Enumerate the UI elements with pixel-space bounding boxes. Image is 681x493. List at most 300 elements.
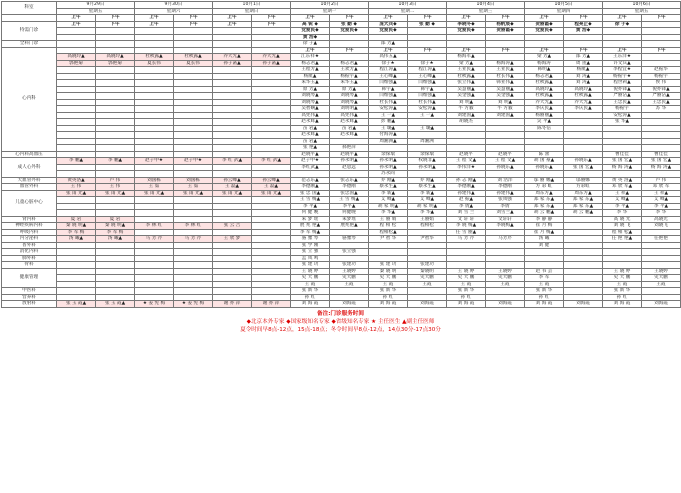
doctor-cell: 高晓玲▲ bbox=[525, 86, 564, 93]
doctor-cell: 李 平▲ bbox=[642, 203, 681, 210]
am-label: 上午 bbox=[57, 15, 96, 22]
doctor-cell: 牛 方毅 bbox=[447, 106, 486, 113]
doctor-cell: 杨振宇 bbox=[603, 106, 642, 113]
doctor-cell: 倪亦锋▲ bbox=[603, 86, 642, 93]
doctor-cell: 张凤强 bbox=[486, 197, 525, 204]
doctor-cell: 邬 丽 娜▲ bbox=[525, 177, 564, 184]
doctor-cell: 闫维强▲ bbox=[408, 93, 447, 100]
doctor-cell: 孙建伟▲ bbox=[486, 190, 525, 197]
doctor-cell: 下午 bbox=[642, 47, 681, 54]
doctor-cell: 文 轩 轩 bbox=[447, 216, 486, 223]
doctor-cell: 张 雨 光▲ bbox=[174, 190, 213, 197]
doctor-cell: 付海涛▲ bbox=[369, 132, 408, 139]
doctor-cell: 王霞 bbox=[408, 281, 447, 288]
doctor-cell: 任 雪 丽▲ bbox=[447, 229, 486, 236]
doctor-cell: 王 祥▲ bbox=[603, 190, 642, 197]
doctor-cell: 杨帆宸◆ bbox=[486, 21, 525, 28]
doctor-cell: 骆雅琴 bbox=[330, 236, 369, 243]
date-cell: 9月29日 bbox=[57, 2, 135, 9]
pm-label: 下午 bbox=[642, 15, 681, 22]
doctor-cell: 郑 家 东▲ bbox=[525, 203, 564, 210]
doctor-cell: 刘晓飞 bbox=[642, 223, 681, 230]
doctor-cell: 高宪伟▲ bbox=[291, 112, 330, 119]
department-label: 呼吸内科 bbox=[2, 229, 57, 236]
doctor-cell: 刘 海 霞 bbox=[291, 301, 330, 308]
doctor-cell: 郑 家 东▲ bbox=[564, 203, 603, 210]
doctor-cell: 贺丽霞◆ bbox=[486, 28, 525, 35]
doctor-cell: 赵振华 bbox=[642, 67, 681, 74]
doctor-cell: 史 大 鹏 bbox=[369, 275, 408, 282]
doctor-cell: 刘海霞 bbox=[486, 301, 525, 308]
doctor-cell: 孙晓东▲ bbox=[486, 164, 525, 171]
doctor-cell: 何 健 晚 bbox=[291, 210, 330, 217]
doctor-cell: 王霞 bbox=[642, 281, 681, 288]
doctor-cell: 徐子★ bbox=[408, 60, 447, 67]
doctor-cell: 邓 欣 军 bbox=[642, 184, 681, 191]
doctor-cell: 邵 芳▲ bbox=[564, 54, 603, 61]
doctor-cell: 朱华玉▲ bbox=[291, 80, 330, 87]
doctor-cell: 孙永明▲ bbox=[369, 164, 408, 171]
doctor-cell: 王 伟 bbox=[96, 184, 135, 191]
doctor-cell: 王 一▲ bbox=[369, 112, 408, 119]
doctor-cell: 王 雪 梅▲ bbox=[291, 197, 330, 204]
date-cell: 10月4日 bbox=[447, 2, 525, 9]
doctor-cell: 夏 岩 bbox=[57, 216, 96, 223]
doctor-cell: 邬丽娜 bbox=[564, 177, 603, 184]
doctor-cell: 马 芳 芹 bbox=[174, 236, 213, 243]
doctor-cell: 周东方▲ bbox=[564, 190, 603, 197]
doctor-cell: ★ 姜 宪 梅 bbox=[174, 301, 213, 308]
doctor-cell: 刘雪兰▲ bbox=[486, 210, 525, 217]
doctor-cell: 王 欣 梦 bbox=[213, 236, 252, 243]
doctor-cell: 黄 浩◆ bbox=[291, 34, 330, 41]
doctor-cell: 高晓光 bbox=[642, 216, 681, 223]
doctor-cell: 吴智娴▲ bbox=[291, 106, 330, 113]
doctor-cell: 韩宇▲ bbox=[369, 86, 408, 93]
doctor-cell: 周 莲▲ bbox=[564, 60, 603, 67]
doctor-cell: 胡 国 豪▲ bbox=[525, 158, 564, 165]
doctor-cell: 刘建国▲ bbox=[447, 112, 486, 119]
doctor-cell: 王晓婷 bbox=[642, 268, 681, 275]
doctor-cell: 曹佳佳 bbox=[603, 151, 642, 158]
doctor-cell: 张建功 bbox=[408, 262, 447, 269]
doctor-cell: 程江涛▲ bbox=[408, 67, 447, 74]
doctor-cell: 王霞 bbox=[330, 281, 369, 288]
doctor-cell: 张建功 bbox=[330, 262, 369, 269]
doctor-cell: 王 一▲ bbox=[408, 112, 447, 119]
doctor-cell: 吴慧丽▲ bbox=[486, 86, 525, 93]
doctor-cell: 韩宇▲ bbox=[408, 86, 447, 93]
doctor-cell: 李 新▲ bbox=[369, 190, 408, 197]
doctor-cell: 刘 海 霞 bbox=[525, 301, 564, 308]
department-label: 全科门诊 bbox=[2, 41, 57, 48]
doctor-cell: 郭艳菊 bbox=[96, 60, 135, 67]
doctor-cell: 赵子中★ bbox=[174, 158, 213, 165]
doctor-cell: 许文宾▲ bbox=[603, 60, 642, 67]
doctor-cell: 汤 曦▲ bbox=[57, 236, 96, 243]
doctor-cell: 刘国栋 bbox=[135, 177, 174, 184]
doctor-cell: 李 新▲ bbox=[408, 190, 447, 197]
doctor-cell: 安松涛▲ bbox=[603, 112, 642, 119]
footer-line-1: 备注:门诊服务时间 bbox=[317, 310, 364, 317]
doctor-cell: 吴 平▲ bbox=[525, 119, 564, 126]
department-label: 血管外科 bbox=[2, 184, 57, 191]
doctor-cell: 高晓玲▲ bbox=[57, 54, 96, 61]
doctor-cell: 张立伟▲ bbox=[447, 80, 486, 87]
doctor-cell: 闫维强▲ bbox=[369, 80, 408, 87]
doctor-cell: 史大鹏 bbox=[408, 275, 447, 282]
doctor-cell: 张 玉 霞▲ bbox=[96, 301, 135, 308]
doctor-cell: 李 静 静 bbox=[525, 216, 564, 223]
doctor-cell: 江东祥★ bbox=[291, 54, 330, 61]
department-label: 健康管理 bbox=[2, 268, 57, 288]
doctor-cell: 下午 bbox=[174, 21, 213, 28]
doctor-cell: 崔 月 梅▲ bbox=[525, 229, 564, 236]
doctor-cell: 杜长伟▲ bbox=[369, 99, 408, 106]
doctor-cell: 贺丽霞◆ bbox=[525, 21, 564, 28]
doctor-cell: 文轩轩 bbox=[486, 216, 525, 223]
doctor-cell: 王晓婷 bbox=[330, 268, 369, 275]
doctor-cell: 李德刚▲ bbox=[291, 184, 330, 191]
doctor-cell: 李晓梅▲ bbox=[486, 223, 525, 230]
doctor-cell: 黄 浩◆ bbox=[564, 28, 603, 35]
am-label: 上午 bbox=[447, 15, 486, 22]
doctor-cell: 张 雨 光▲ bbox=[57, 190, 96, 197]
doctor-cell: 下午 bbox=[408, 47, 447, 54]
doctor-cell: 徐 子▲ bbox=[291, 41, 330, 48]
doctor-cell: 张 建 功 bbox=[369, 262, 408, 269]
doctor-cell: 张 新 华 bbox=[369, 288, 408, 295]
doctor-cell: 吴慧丽▲ bbox=[447, 86, 486, 93]
department-label: 特需门诊 bbox=[2, 21, 57, 41]
doctor-cell: 艾 峰▲ bbox=[369, 197, 408, 204]
doctor-cell: 刘 明▲ bbox=[486, 99, 525, 106]
doctor-cell: 卢 伟 bbox=[96, 177, 135, 184]
doctor-cell: 高 锐 ◆ bbox=[291, 21, 330, 28]
doctor-cell: 原 芳▲ bbox=[330, 86, 369, 93]
doctor-cell: 谢 亦 萍 bbox=[213, 301, 252, 308]
doctor-cell: 邓 欣 军▲ bbox=[603, 184, 642, 191]
department-label: 肾内科 bbox=[2, 216, 57, 223]
department-label: 普外科 bbox=[2, 242, 57, 249]
doctor-cell: 孙 红 bbox=[291, 294, 330, 301]
doctor-cell: 王 磊▲ bbox=[213, 184, 252, 191]
doctor-cell: 王 丽 娟 bbox=[369, 216, 408, 223]
doctor-cell: 下午 bbox=[330, 47, 369, 54]
doctor-cell: 张 玉 霞▲ bbox=[57, 301, 96, 308]
doctor-cell: 牛 方毅 bbox=[486, 106, 525, 113]
doctor-cell: 赵子中★ bbox=[291, 158, 330, 165]
doctor-cell: 张 艳▲ bbox=[291, 145, 330, 152]
doctor-cell: 王 霞 bbox=[369, 281, 408, 288]
doctor-cell: 赵子中★ bbox=[135, 158, 174, 165]
doctor-cell: 乔大光▲ bbox=[564, 99, 603, 106]
doctor-cell: 张 忠 国▲ bbox=[291, 190, 330, 197]
doctor-cell: 王亚民▲ bbox=[447, 67, 486, 74]
doctor-cell: 黄 英 洛▲ bbox=[603, 177, 642, 184]
doctor-cell: 李 华▲ bbox=[369, 210, 408, 217]
doctor-cell: 杨航▲ bbox=[291, 73, 330, 80]
doctor-cell: 周东方▲ bbox=[525, 190, 564, 197]
doctor-cell: 张 立 强 bbox=[291, 249, 330, 256]
doctor-cell: 蔡永生▲ bbox=[369, 184, 408, 191]
doctor-cell: 党爱民◆ bbox=[330, 28, 369, 35]
doctor-cell: 赵思远 bbox=[330, 164, 369, 171]
doctor-cell: 李庆民▲ bbox=[525, 106, 564, 113]
doctor-cell: 乔大光▲ bbox=[525, 99, 564, 106]
pm-label: 下午 bbox=[96, 15, 135, 22]
am-label: 上午 bbox=[291, 15, 330, 22]
doctor-cell: 胡 云 鹏▲ bbox=[525, 210, 564, 217]
doctor-cell: 王 程 文▲ bbox=[486, 158, 525, 165]
doctor-cell: 上午 bbox=[291, 47, 330, 54]
doctor-cell: 李德刚 bbox=[330, 184, 369, 191]
doctor-cell: 刘海霞 bbox=[408, 301, 447, 308]
doctor-cell: 刘晓琴▲ bbox=[291, 93, 330, 100]
doctor-cell: 蔡永生▲ bbox=[408, 184, 447, 191]
doctor-cell: 方彩虹 bbox=[564, 184, 603, 191]
doctor-cell: 曹佳佳 bbox=[642, 151, 681, 158]
doctor-cell: 王 晓 婷 bbox=[603, 268, 642, 275]
pm-label: 下午 bbox=[408, 15, 447, 22]
doctor-cell: 闫维强▲ bbox=[369, 93, 408, 100]
doctor-cell: 李庆民▲ bbox=[564, 106, 603, 113]
doctor-cell: 李红武▲ bbox=[291, 164, 330, 171]
doctor-cell: 孙子菡▲ bbox=[252, 60, 291, 67]
doctor-cell: 张 云 吉 bbox=[213, 223, 252, 230]
doctor-cell: 高 晓 光 bbox=[603, 216, 642, 223]
doctor-cell: 朱 梦 瑶 bbox=[291, 216, 330, 223]
doctor-cell: 史大鹏 bbox=[330, 275, 369, 282]
doctor-cell: 郑 家 东▲ bbox=[525, 197, 564, 204]
doctor-cell: 展兆艳▲ bbox=[330, 223, 369, 230]
doctor-cell: 李 倩▲ bbox=[447, 203, 486, 210]
department-label: 中医科 bbox=[2, 288, 57, 295]
doctor-cell: 张 新 华 bbox=[525, 288, 564, 295]
doctor-cell: 程相松▲ bbox=[369, 229, 408, 236]
doctor-cell: 范志东▲ bbox=[291, 177, 330, 184]
doctor-cell: 郝艳萍 bbox=[330, 145, 369, 152]
doctor-cell: 杨 海 涛▲ bbox=[642, 164, 681, 171]
doctor-cell: 庞大兵◆ bbox=[369, 21, 408, 28]
department-label: 神经疾病内科 bbox=[2, 223, 57, 230]
doctor-cell: 李 军 bbox=[525, 275, 564, 282]
duty-roster-table bbox=[1, 1, 681, 308]
doctor-cell: 刘 晓 飞 bbox=[603, 223, 642, 230]
doctor-cell: 上午 bbox=[525, 47, 564, 54]
doctor-cell: 刘国栋 bbox=[174, 177, 213, 184]
doctor-cell: 倪亦锋▲ bbox=[642, 86, 681, 93]
doctor-cell: 王晓婷 bbox=[486, 268, 525, 275]
doctor-cell: 党爱民◆ bbox=[447, 28, 486, 35]
doctor-cell: 吴金强▲ bbox=[447, 93, 486, 100]
doctor-cell: 苗 岩▲ bbox=[291, 138, 330, 145]
doctor-cell: 杜秋露▲ bbox=[525, 93, 564, 100]
doctor-cell: 上午 bbox=[447, 47, 486, 54]
doctor-cell: 吴金强▲ bbox=[486, 93, 525, 100]
doctor-cell: 秦晓明 bbox=[408, 268, 447, 275]
doctor-cell: 杨振宇 bbox=[642, 73, 681, 80]
doctor-cell: 上午 bbox=[369, 47, 408, 54]
doctor-cell: 王 霞 bbox=[291, 281, 330, 288]
doctor-cell: 李 林 红 bbox=[174, 223, 213, 230]
doctor-cell: 赵晓平 bbox=[486, 151, 525, 158]
doctor-cell: 史 大 鹏 bbox=[603, 275, 642, 282]
doctor-cell: 赵晓平▲ bbox=[291, 151, 330, 158]
doctor-cell: 党爱民◆ bbox=[291, 28, 330, 35]
weekday-cell: 星期四 bbox=[525, 8, 603, 15]
doctor-cell: 张忠国▲ bbox=[330, 190, 369, 197]
weekday-cell: 星期五 bbox=[603, 8, 681, 15]
doctor-cell: 上午 bbox=[135, 21, 174, 28]
doctor-cell: 杨志君▲ bbox=[525, 73, 564, 80]
doctor-cell: 艾 峰▲ bbox=[603, 197, 642, 204]
doctor-cell: 刘海霞 bbox=[330, 301, 369, 308]
doctor-cell: 尹 智 华 bbox=[369, 236, 408, 243]
doctor-cell: 高晓玲▲ bbox=[96, 54, 135, 61]
doctor-cell: 孙 志 刚▲ bbox=[447, 177, 486, 184]
department-label: 骨科 bbox=[2, 262, 57, 269]
doctor-cell: 李 平▲ bbox=[291, 203, 330, 210]
doctor-cell: 李 林 红 bbox=[135, 223, 174, 230]
doctor-cell: 杜长伟▲ bbox=[486, 73, 525, 80]
doctor-cell: 王 璐▲ bbox=[369, 125, 408, 132]
doctor-cell: 张 雨 光▲ bbox=[135, 190, 174, 197]
doctor-cell: 张 国 宏▲ bbox=[564, 164, 603, 171]
doctor-cell: 党爱民◆ bbox=[369, 28, 408, 35]
doctor-cell: 刘 海 霞 bbox=[603, 301, 642, 308]
department-label: 心内科高血压 bbox=[2, 151, 57, 158]
doctor-cell: 程相松 bbox=[408, 223, 447, 230]
doctor-cell: 程亮止◆ bbox=[564, 21, 603, 28]
doctor-cell: 苗 岩▲ bbox=[291, 125, 330, 132]
doctor-cell: 张 新 华 bbox=[291, 288, 330, 295]
doctor-cell: 张 雨 光▲ bbox=[96, 190, 135, 197]
doctor-cell: 王 雪 梅▲ bbox=[330, 197, 369, 204]
doctor-cell: 崔 月 梅 bbox=[525, 223, 564, 230]
date-cell: 10月6日 bbox=[603, 2, 681, 9]
doctor-cell: 程 相 松 bbox=[369, 223, 408, 230]
doctor-cell: 陈冬信 bbox=[525, 125, 564, 132]
doctor-cell: 王 霞 bbox=[603, 281, 642, 288]
doctor-cell: 孙 红 bbox=[369, 294, 408, 301]
doctor-cell: 谢 亦 萍 bbox=[252, 301, 291, 308]
doctor-cell: 孙子菡▲ bbox=[213, 60, 252, 67]
doctor-cell: 刘晓琴▲ bbox=[291, 99, 330, 106]
doctor-cell: 王 伟 bbox=[57, 184, 96, 191]
doctor-cell: 李 鹏▲ bbox=[96, 158, 135, 165]
doctor-cell: 胡 云 鹏▲ bbox=[564, 210, 603, 217]
date-cell: 10月3日 bbox=[369, 2, 447, 9]
pm-label: 下午 bbox=[486, 15, 525, 22]
doctor-cell: 韩明▲ bbox=[525, 67, 564, 74]
doctor-cell: 李 华 bbox=[642, 210, 681, 217]
doctor-cell: 李德刚 bbox=[486, 184, 525, 191]
doctor-cell: 王东洋★ bbox=[603, 54, 642, 61]
doctor-cell: 朱华玉▲ bbox=[330, 80, 369, 87]
doctor-cell: 孙 红 bbox=[525, 294, 564, 301]
doctor-cell: 下午 bbox=[96, 21, 135, 28]
doctor-cell: 上午 bbox=[213, 21, 252, 28]
doctor-cell: 王 晓 婷 bbox=[447, 268, 486, 275]
doctor-cell: 赵永辉▲ bbox=[291, 119, 330, 126]
doctor-cell: 杨振宇★ bbox=[603, 73, 642, 80]
doctor-cell: 张立强 bbox=[330, 249, 369, 256]
department-label: 消化内科 bbox=[2, 249, 57, 256]
doctor-cell: 杨振宇▲ bbox=[330, 73, 369, 80]
weekday-cell: 星期日 bbox=[213, 8, 291, 15]
doctor-cell: 孙云峰▲ bbox=[213, 177, 252, 184]
footer-notes bbox=[0, 310, 681, 334]
doctor-cell: 胡 家 明▲ bbox=[369, 203, 408, 210]
date-cell: 10月2日 bbox=[291, 2, 369, 9]
pm-label: 下午 bbox=[330, 15, 369, 22]
doctor-cell: 周湘洲 bbox=[408, 138, 447, 145]
doctor-cell: 李晓冬◆ bbox=[447, 21, 486, 28]
doctor-cell: 李 红 武▲ bbox=[213, 158, 252, 165]
doctor-cell: 秦 晓 明▲ bbox=[96, 223, 135, 230]
doctor-cell: 上午 bbox=[603, 47, 642, 54]
department-label: 大血管外科 bbox=[2, 177, 57, 184]
doctor-cell: 高伟五▲ bbox=[369, 54, 408, 61]
doctor-cell: 王 茹 bbox=[174, 184, 213, 191]
doctor-cell: 杜秋露▲ bbox=[525, 80, 564, 87]
doctor-cell: 艾 峰▲ bbox=[408, 197, 447, 204]
doctor-cell: 刘海霞 bbox=[642, 301, 681, 308]
doctor-cell: 高宪伟▲ bbox=[330, 112, 369, 119]
doctor-cell: 卢 伟 bbox=[642, 177, 681, 184]
doctor-cell: 下午 bbox=[564, 47, 603, 54]
doctor-cell: 马 芳 芹 bbox=[447, 236, 486, 243]
doctor-cell: 任 艳 艳▲ bbox=[603, 236, 642, 243]
doctor-cell: 党爱民◆ bbox=[525, 28, 564, 35]
doctor-cell: 李 鹏▲ bbox=[57, 158, 96, 165]
doctor-cell: 史 大 鹏 bbox=[291, 275, 330, 282]
doctor-cell: 展 兆 艳▲ bbox=[291, 223, 330, 230]
doctor-cell: 杨航▲ bbox=[564, 67, 603, 74]
doctor-cell: 李程宜★ bbox=[603, 67, 642, 74]
doctor-cell: 孙建伟▲ bbox=[447, 190, 486, 197]
doctor-cell: 孙 红 bbox=[603, 294, 642, 301]
doctor-cell: 郑 家 东▲ bbox=[564, 197, 603, 204]
doctor-cell: 李 军 梅 bbox=[57, 229, 96, 236]
doctor-cell: 李 军 梅 bbox=[96, 229, 135, 236]
doctor-cell: 杨海涛▲ bbox=[486, 60, 525, 67]
doctor-cell: 方 彩 虹 bbox=[525, 184, 564, 191]
doctor-cell: 李 华 bbox=[603, 210, 642, 217]
doctor-cell: 孙永明▲ bbox=[330, 158, 369, 165]
doctor-cell: 王心峰▲ bbox=[408, 73, 447, 80]
pm-label: 下午 bbox=[252, 15, 291, 22]
doctor-cell: 孙 红 bbox=[447, 294, 486, 301]
doctor-cell: 苏 华 bbox=[642, 106, 681, 113]
doctor-cell: 何健晚 bbox=[330, 210, 369, 217]
doctor-cell: 王 磊▲ bbox=[252, 184, 291, 191]
department-label: 肺外科 bbox=[2, 255, 57, 262]
doctor-cell: 赵 书 芸 bbox=[525, 268, 564, 275]
doctor-cell: 余保瑞 bbox=[408, 151, 447, 158]
doctor-cell: 尹智华 bbox=[408, 236, 447, 243]
doctor-cell: 刘 浩洋 bbox=[486, 177, 525, 184]
doctor-cell: 刘 健 bbox=[525, 242, 564, 249]
doctor-cell: 高晓玲▲ bbox=[564, 86, 603, 93]
doctor-cell: 史 大 鹏 bbox=[447, 275, 486, 282]
doctor-cell: 严丽洁▲ bbox=[642, 93, 681, 100]
doctor-cell: 刘海霞 bbox=[564, 301, 603, 308]
pm-label: 下午 bbox=[564, 15, 603, 22]
doctor-cell: 杨志君▲ bbox=[330, 60, 369, 67]
doctor-cell: 韩亚伟▲ bbox=[486, 80, 525, 87]
